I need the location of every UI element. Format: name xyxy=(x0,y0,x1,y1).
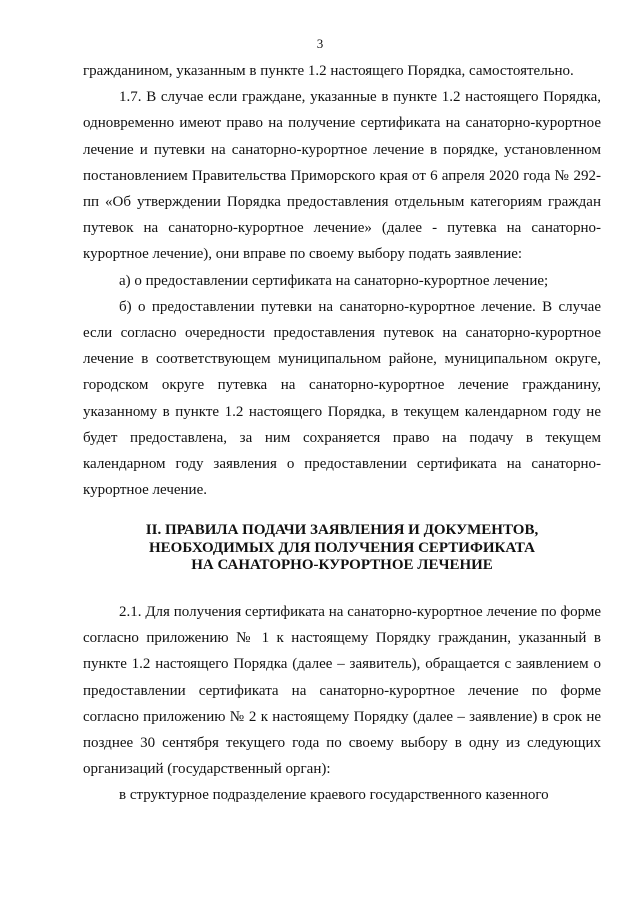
paragraph: 2.1. Для получения сертификата на санаторно-курортное лечение по форме согласно приложению № 1 к настоящему Порядку гражданин, указанный в пункте 1.2 настоящего Порядка (далее – заявитель), обращается с заявлением о предоставлении сертификата на санаторно-курортное лечение по форме согласно приложению № 2 к настоящему Порядку (далее – заявление) в срок не позднее 30 сентября текущего года по своему выбору в одну из следующих организаций (государственный орган): xyxy=(83,603,601,778)
section-heading-line: II. ПРАВИЛА ПОДАЧИ ЗАЯВЛЕНИЯ И ДОКУМЕНТОВ, xyxy=(145,522,539,539)
paragraph: б) о предоставлении путевки на санаторно-курортное лечение. В случае если согласно очередности предоставления путевок на санаторно-курортное лечение в соответствующем муниципальном районе, муниципальном округе, городском округе путевка на санаторно-курортное лечение гражданину, указанному в пункте 1.2 настоящего Порядка, в текущем календарном году не будет предоставлена, за ним сохраняется право на подачу в текущем календарном году заявления о предоставлении сертификата на санаторно-курортное лечение. xyxy=(83,298,601,499)
paragraph: а) о предоставлении сертификата на санаторно-курортное лечение; xyxy=(119,272,549,289)
paragraph: гражданином, указанным в пункте 1.2 настоящего Порядка, самостоятельно. xyxy=(83,63,574,79)
paragraph: в структурное подразделение краевого государственного казенного xyxy=(119,787,549,804)
section-heading-line: НА САНАТОРНО-КУРОРТНОЕ ЛЕЧЕНИЕ xyxy=(191,557,493,574)
section-heading-line: НЕОБХОДИМЫХ ДЛЯ ПОЛУЧЕНИЯ СЕРТИФИКАТА xyxy=(148,539,535,556)
paragraph: 1.7. В случае если граждане, указанные в пункте 1.2 настоящего Порядка, одновременно имеют право на получение сертификата на санаторно-курортное лечение и путевки на санаторно-курортное лечение в порядке, установленном постановлением Правительства Приморского края от 6 апреля 2020 года № 292-пп «Об утверждении Порядка предоставления отдельным категориям граждан путевок на санаторно-курортное лечение» (далее - путевка на санаторно-курортное лечение), они вправе по своему выбору подать заявление: xyxy=(83,89,601,263)
section-heading xyxy=(83,503,601,599)
page-number: 3 xyxy=(316,36,324,51)
body-text-top xyxy=(83,58,601,809)
